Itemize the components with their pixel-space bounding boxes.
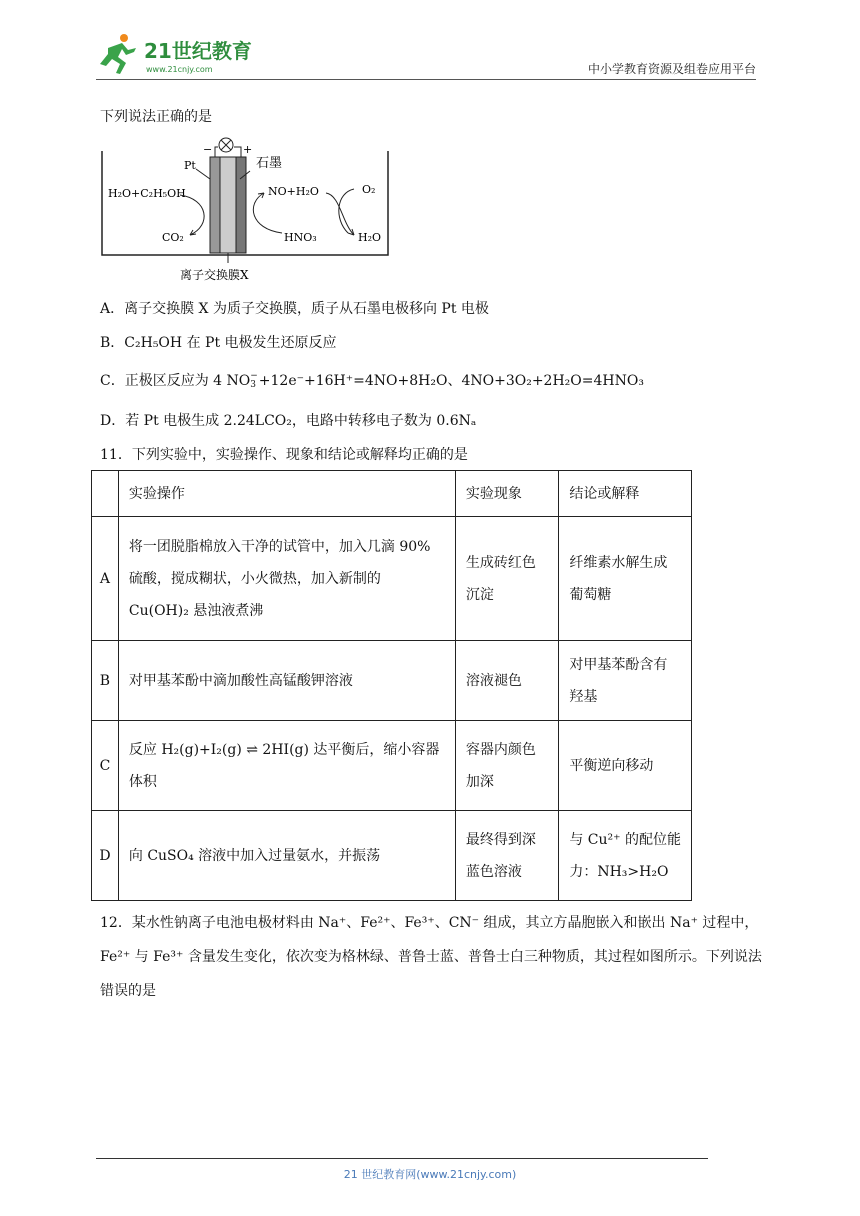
q12-stem: 12．某水性钠离子电池电极材料由 Na⁺、Fe²⁺、Fe³⁺、CN⁻ 组成，其立方晶胞嵌入和嵌出 Na⁺ 过程中，Fe²⁺ 与 Fe³⁺ 含量发生变化，依次变为格林绿、普鲁士蓝、普鲁士白三种物质，其过程如图所示。下列说法错误的是 (100, 915, 762, 999)
row-label: C (92, 721, 119, 811)
site-logo (94, 32, 264, 78)
svg-text:−: − (203, 143, 213, 156)
row-label: B (92, 641, 119, 721)
footer-divider (96, 1158, 708, 1159)
row-phenomenon: 最终得到深蓝色溶液 (455, 811, 558, 901)
table-row (92, 641, 692, 721)
svg-text:O₂: O₂ (362, 183, 376, 196)
svg-text:石墨: 石墨 (256, 156, 283, 171)
svg-text:www.21cnjy.com: www.21cnjy.com (146, 65, 213, 74)
svg-text:HNO₃: HNO₃ (284, 231, 317, 244)
option-c: C．正极区反应为 4 NO− 3 +12e⁻+16H⁺=4NO+8H₂O、4NO+3O₂+2H₂O=4HNO₃ (100, 371, 644, 390)
platform-name: 中小学教育资源及组卷应用平台 (587, 62, 756, 76)
svg-text:Pt: Pt (184, 159, 196, 172)
option-a: A．离子交换膜 X 为质子交换膜，质子从石墨电极移向 Pt 电极 (100, 301, 489, 317)
option-d: D．若 Pt 电极生成 2.24LCO₂，电路中转移电子数为 0.6Nₐ (100, 413, 477, 429)
row-phenomenon: 溶液褪色 (455, 641, 558, 721)
runner-icon (100, 34, 136, 74)
row-conclusion: 平衡逆向移动 (559, 721, 692, 811)
table-row (92, 811, 692, 901)
table-header-row (92, 471, 692, 517)
row-label: D (92, 811, 119, 901)
row-conclusion: 纤维素水解生成葡萄糖 (559, 517, 692, 641)
footer-link[interactable]: 21 世纪教育网(www.21cnjy.com) (343, 1168, 517, 1181)
row-phenomenon: 容器内颜色加深 (455, 721, 558, 811)
electrolysis-cell-diagram (100, 137, 390, 287)
svg-text:H₂O+C₂H₅OH: H₂O+C₂H₅OH (108, 187, 186, 200)
row-phenomenon: 生成砖红色沉淀 (455, 517, 558, 641)
table-header-cell (92, 471, 119, 517)
q10-stem: 下列说法正确的是 (100, 109, 212, 125)
table-header-cell: 实验操作 (118, 471, 455, 517)
option-b: B．C₂H₅OH 在 Pt 电极发生还原反应 (100, 335, 337, 351)
experiment-table (91, 470, 692, 901)
table-header-cell: 结论或解释 (559, 471, 692, 517)
header-divider (96, 79, 756, 80)
svg-text:21世纪教育: 21世纪教育 (144, 39, 252, 63)
svg-text:离子交换膜X: 离子交换膜X (180, 268, 249, 282)
table-row (92, 721, 692, 811)
table-header-cell: 实验现象 (455, 471, 558, 517)
q11-stem: 11．下列实验中，实验操作、现象和结论或解释均正确的是 (100, 447, 468, 463)
row-operation: 向 CuSO₄ 溶液中加入过量氨水，并振荡 (118, 811, 455, 901)
svg-text:CO₂: CO₂ (162, 231, 184, 244)
svg-text:H₂O: H₂O (358, 231, 382, 244)
svg-text:NO+H₂O: NO+H₂O (268, 185, 319, 198)
row-operation: 将一团脱脂棉放入干净的试管中，加入几滴 90% 硫酸，搅成糊状，小火微热，加入新制的 Cu(OH)₂ 悬浊液煮沸 (118, 517, 455, 641)
row-label: A (92, 517, 119, 641)
row-operation: 反应 H₂(g)+I₂(g) ⇌ 2HI(g) 达平衡后，缩小容器体积 (118, 721, 455, 811)
row-conclusion: 与 Cu²⁺ 的配位能力：NH₃>H₂O (559, 811, 692, 901)
row-operation: 对甲基苯酚中滴加酸性高锰酸钾溶液 (118, 641, 455, 721)
row-conclusion: 对甲基苯酚含有羟基 (559, 641, 692, 721)
table-row (92, 517, 692, 641)
svg-text:+: + (243, 143, 253, 156)
